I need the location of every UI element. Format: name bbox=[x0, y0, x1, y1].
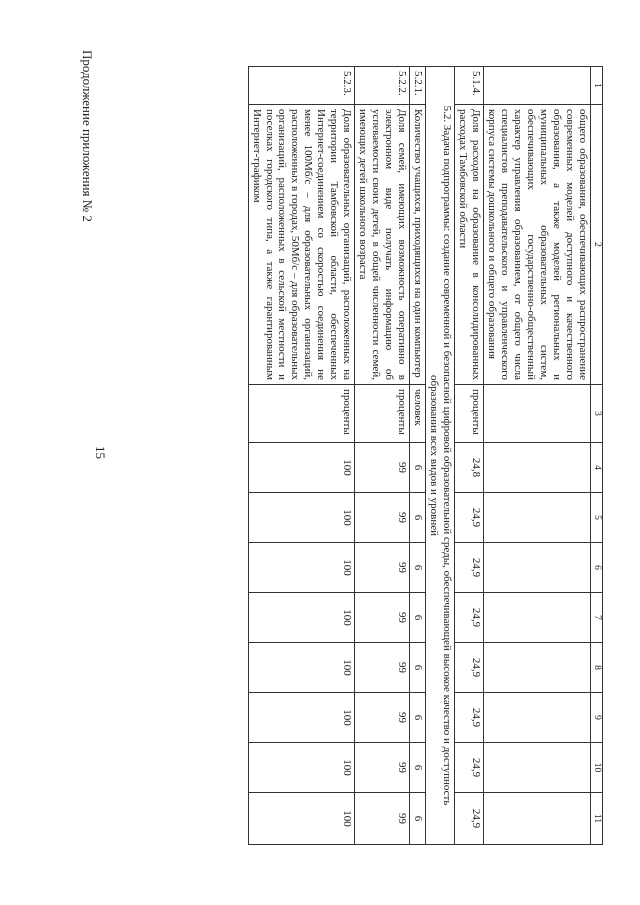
indicator-value: 6 bbox=[410, 693, 426, 743]
value-cell bbox=[484, 443, 591, 493]
indicator-value: 6 bbox=[410, 493, 426, 543]
indicator-name: Доля расходов на образование в консолидированных расходах Тамбовской области bbox=[455, 105, 484, 385]
indicator-value: 100 bbox=[248, 643, 355, 693]
table-row bbox=[455, 67, 484, 845]
indicator-value: 24,9 bbox=[455, 493, 484, 543]
indicator-value: 24,9 bbox=[455, 743, 484, 793]
indicator-code: 5.2.1. bbox=[410, 67, 426, 105]
indicator-value: 100 bbox=[248, 693, 355, 743]
column-number: 5 bbox=[590, 493, 602, 543]
column-number: 3 bbox=[590, 385, 602, 443]
indicator-value: 99 bbox=[355, 743, 410, 793]
column-number: 6 bbox=[590, 543, 602, 593]
indicators-table bbox=[248, 66, 603, 845]
indicator-value: 99 bbox=[355, 443, 410, 493]
value-cell bbox=[484, 543, 591, 593]
indicator-value: 6 bbox=[410, 743, 426, 793]
indicator-value: 100 bbox=[248, 593, 355, 643]
value-cell bbox=[484, 693, 591, 743]
indicator-name: Количество учащихся, приходящихся на один компьютер bbox=[410, 105, 426, 385]
indicator-code: 5.1.4. bbox=[455, 67, 484, 105]
indicator-value: 100 bbox=[248, 543, 355, 593]
indicator-unit: проценты bbox=[455, 385, 484, 443]
indicator-value: 99 bbox=[355, 643, 410, 693]
value-cell bbox=[484, 593, 591, 643]
indicator-value: 100 bbox=[248, 493, 355, 543]
task-heading: 5.2. Задача подпрограммы: создание современной и безопасной цифровой образовательной среды, обеспечивающей высокое качество и доступность образования всех видов и уровней bbox=[426, 67, 455, 845]
column-number: 10 bbox=[590, 743, 602, 793]
indicator-value: 99 bbox=[355, 493, 410, 543]
indicator-name: Доля образовательных организаций, расположенных на территории Тамбовской области, обеспеченных Интернет-соединением со скоростью соединения не менее 100Мб/с – для образовательных организаций, расположенных в городах, 50Мб/с – для образовательных организаций, расположенных в сельской местности и поселках городского типа, а также гарантированным Интернет-трафиком bbox=[248, 105, 355, 385]
column-number: 7 bbox=[590, 593, 602, 643]
value-cell bbox=[484, 493, 591, 543]
value-cell bbox=[484, 743, 591, 793]
indicator-value: 100 bbox=[248, 743, 355, 793]
indicator-value: 6 bbox=[410, 793, 426, 845]
indicator-name: Доля семей, имеющих возможность оперативно в электронном виде получать информацию об успеваемости своих детей, в общей численности семей, имеющих детей школьного возраста bbox=[355, 105, 410, 385]
indicator-value: 24,9 bbox=[455, 593, 484, 643]
indicator-value: 24,9 bbox=[455, 793, 484, 845]
unit-cell bbox=[484, 385, 591, 443]
value-cell bbox=[484, 793, 591, 845]
column-number: 2 bbox=[590, 105, 602, 385]
indicator-name: общего образования, обеспечивающих распространение современных моделей доступного и качественного образования, а также моделей региональных и муниципальных образовательных систем, обеспечивающих государственно-общественный характер управления образованием, от общего числа специалистов преподавательского и управленческого корпуса системы дошкольного и общего образования bbox=[484, 105, 591, 385]
indicator-code: 5.2.3. bbox=[248, 67, 355, 105]
indicator-value: 100 bbox=[248, 443, 355, 493]
value-cell bbox=[484, 643, 591, 693]
indicator-value: 100 bbox=[248, 793, 355, 845]
indicator-unit: проценты bbox=[248, 385, 355, 443]
indicator-value: 6 bbox=[410, 443, 426, 493]
table-row bbox=[410, 67, 426, 845]
table-row bbox=[248, 67, 355, 845]
indicator-value: 99 bbox=[355, 543, 410, 593]
indicator-value: 24,9 bbox=[455, 543, 484, 593]
column-number-row bbox=[590, 67, 602, 845]
indicator-value: 6 bbox=[410, 593, 426, 643]
indicator-unit: проценты bbox=[355, 385, 410, 443]
appendix-note: Продолжение приложения № 2 bbox=[80, 50, 95, 222]
column-number: 11 bbox=[590, 793, 602, 845]
indicator-value: 6 bbox=[410, 543, 426, 593]
indicator-unit: человек bbox=[410, 385, 426, 443]
column-number: 1 bbox=[590, 67, 602, 105]
column-number: 4 bbox=[590, 443, 602, 493]
indicator-value: 24,9 bbox=[455, 693, 484, 743]
column-number: 9 bbox=[590, 693, 602, 743]
indicator-value: 99 bbox=[355, 793, 410, 845]
indicator-value: 6 bbox=[410, 643, 426, 693]
indicator-value: 24,8 bbox=[455, 443, 484, 493]
table-row-continuation bbox=[484, 67, 591, 845]
code-cell bbox=[484, 67, 591, 105]
column-number: 8 bbox=[590, 643, 602, 693]
indicator-value: 99 bbox=[355, 693, 410, 743]
table-row bbox=[355, 67, 410, 845]
indicator-value: 99 bbox=[355, 593, 410, 643]
indicator-value: 24,9 bbox=[455, 643, 484, 693]
page-number: 15 bbox=[93, 446, 108, 459]
indicator-code: 5.2.2. bbox=[355, 67, 410, 105]
task-row bbox=[426, 67, 455, 845]
